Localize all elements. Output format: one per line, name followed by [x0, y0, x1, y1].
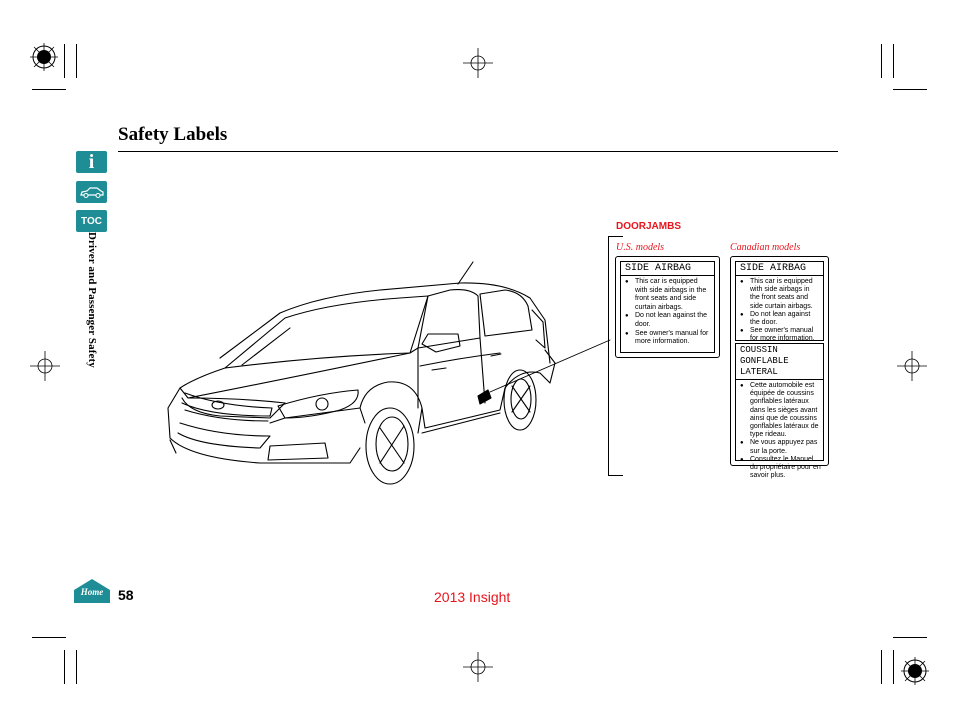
sidebar-section-label: Driver and Passenger Safety — [86, 232, 98, 368]
canada-label-list-en — [736, 276, 823, 346]
page-number: 58 — [118, 587, 134, 603]
canada-region-label: Canadian models — [730, 242, 801, 253]
model-name: 2013 Insight — [434, 589, 511, 605]
canada-label-list-fr — [736, 380, 823, 482]
canada-label-title-fr: COUSSIN GONFLABLE LATERAL — [736, 344, 823, 380]
title-divider — [118, 151, 838, 152]
toc-label: TOC — [81, 215, 102, 227]
us-label-title: SIDE AIRBAG — [621, 262, 714, 276]
home-label: Home — [80, 587, 104, 597]
car-illustration — [160, 258, 620, 490]
car-icon — [79, 185, 105, 199]
list-item: ● Do not lean against the door. — [625, 312, 712, 329]
page-title: Safety Labels — [118, 124, 228, 145]
info-button[interactable] — [76, 151, 107, 173]
list-item: ● Cette automobile est équipée de coussins gonflables latéraux dans les sièges avant ainsi que de coussins gonflables latéraux de type rideau. — [740, 382, 821, 439]
home-button[interactable] — [73, 578, 111, 604]
info-icon: i — [88, 150, 95, 173]
canada-airbag-label — [730, 256, 829, 480]
list-item: ● This car is equipped with side airbags in the front seats and side curtain airbags. — [625, 278, 712, 312]
list-item: ● This car is equipped with side airbags in the front seats and side curtain airbags. — [740, 278, 821, 311]
car-button[interactable] — [76, 181, 107, 203]
us-label-list — [621, 276, 714, 349]
section-heading: DOORJAMBS — [616, 221, 682, 232]
list-item: ● Do not lean against the door. — [740, 311, 821, 327]
crosshair-icon — [30, 351, 60, 381]
us-airbag-label — [615, 256, 720, 358]
toc-button[interactable] — [76, 210, 107, 232]
list-item: ● See owner's manual for more information. — [625, 330, 712, 347]
crosshair-icon — [463, 48, 493, 78]
us-region-label: U.S. models — [616, 242, 665, 253]
crosshair-icon — [897, 351, 927, 381]
canada-label-title-en: SIDE AIRBAG — [736, 262, 823, 276]
registration-target-icon — [899, 655, 931, 687]
list-item: ● Ne vous appuyez pas sur la porte. — [740, 439, 821, 455]
list-item: ● See owner's manual for more information. — [740, 327, 821, 343]
registration-target-icon — [28, 41, 60, 73]
crosshair-icon — [463, 652, 493, 682]
list-item: ● Consultez le Manuel du propriétaire pour en savoir plus. — [740, 456, 821, 481]
